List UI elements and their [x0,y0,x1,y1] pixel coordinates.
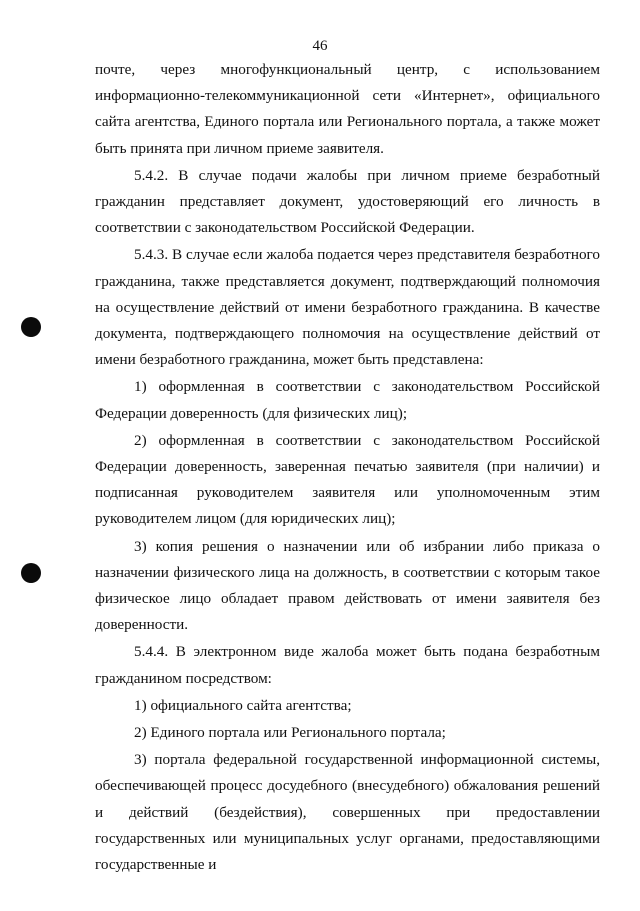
paragraph-continuation: почте, через многофункциональный центр, с использованием информационно-телекоммуникационной сети «Интернет», официального сайта агентства, Единого портала или Регионального портала, а также может быть принята при личном приеме заявителя. [95,61,600,157]
paragraph-5-4-2: 5.4.2. В случае подачи жалобы при личном приеме безработный гражданин представляет документ, удостоверяющий его личность в соответствии с законодательством Российской Федерации. [95,166,600,237]
list-item-2: 2) оформленная в соответствии с законодательством Российской Федерации доверенность, заверенная печатью заявителя (при наличии) и подписанная руководителем заявителя или уполномоченным этим руководителем лицом (для юридических лиц); [95,431,600,528]
document-body [95,57,600,878]
page-number: 46 [312,38,328,54]
punch-hole-mark [21,563,41,583]
punch-hole-mark [21,317,41,337]
paragraph-5-4-3: 5.4.3. В случае если жалоба подается через представителя безработного гражданина, также представляется документ, подтверждающий полномочия на осуществление действий от имени безработного гражданина. В качестве документа, подтверждающего полномочия на осуществление действий от имени безработного гражданина, может быть представлена: [95,246,600,369]
electronic-option-2: 2) Единого портала или Регионального портала; [134,724,446,742]
paragraph-5-4-4: 5.4.4. В электронном виде жалоба может быть подана безработным гражданином посредством: [95,643,600,687]
list-item-3: 3) копия решения о назначении или об избрании либо приказа о назначении физического лица на должность, в соответствии с которым такое физическое лицо обладает правом действовать от имени заявителя без доверенности. [95,537,600,634]
electronic-option-1: 1) официального сайта агентства; [134,696,352,714]
electronic-option-3: 3) портала федеральной государственной информационной системы, обеспечивающей процесс досудебного (внесудебного) обжалования решений и действий (бездействия), совершенных при предоставлении государственных или муниципальных услуг органами, предоставляющими государственные и [95,751,600,874]
list-item-1: 1) оформленная в соответствии с законодательством Российской Федерации доверенность (для физических лиц); [95,378,600,422]
